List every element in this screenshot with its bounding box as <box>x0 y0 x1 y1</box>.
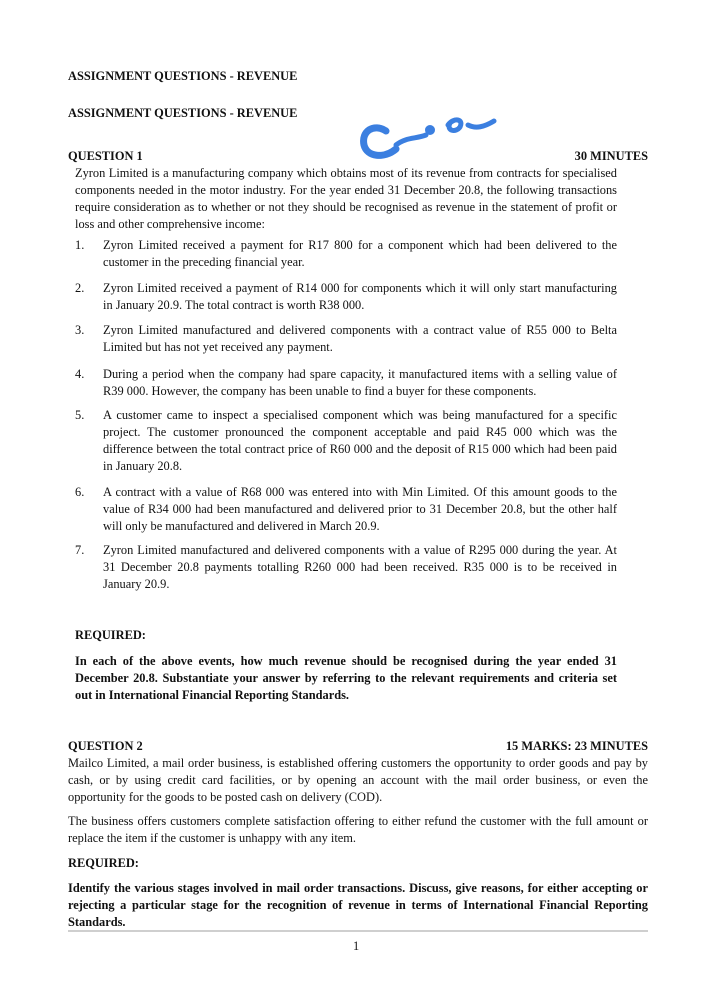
question-1-required-text: In each of the above events, how much revenue should be recognised during the year ended 31 December 20.8. Substantiate your answer by referring to the relevant requirements and criteria set out in International Financial Reporting Standards. <box>75 654 617 702</box>
question-2-required-label: REQUIRED: <box>68 856 139 870</box>
question-2-marks: 15 MARKS: 23 MINUTES <box>505 739 648 753</box>
question-2-title: QUESTION 2 <box>68 739 143 753</box>
list-item-number: 2. <box>75 281 85 295</box>
question-1-heading <box>68 148 648 165</box>
list-item-number: 7. <box>75 543 85 557</box>
list-item-text: Zyron Limited received a payment for R17 800 for a component which had been delivered to the customer in the preceding financial year. <box>103 238 617 269</box>
document-header-repeat: ASSIGNMENT QUESTIONS - REVENUE <box>68 106 298 120</box>
list-item-number: 4. <box>75 367 85 381</box>
question-2-paragraph-1: Mailco Limited, a mail order business, is established offering customers the opportunity to order goods and pay by cash, or by using credit card facilities, or by opening an account with the mail order business, or even the opportunity for the goods to be posted cash on delivery (COD). <box>68 756 648 804</box>
list-item-text: Zyron Limited manufactured and delivered components with a contract value of R55 000 to Belta Limited but has not yet received any payment. <box>103 323 617 354</box>
question-2-heading <box>68 738 648 755</box>
question-1-title: QUESTION 1 <box>68 149 143 163</box>
question-1-intro: Zyron Limited is a manufacturing company which obtains most of its revenue from contracts for specialised components needed in the motor industry. For the year ended 31 December 20.8, the following transactions require consideration as to whether or not they should be recognised as revenue in the statement of profit or loss and other comprehensive income: <box>75 166 617 231</box>
list-item-text: Zyron Limited received a payment of R14 000 for components which it will only start manufacturing in January 20.9. The total contract is worth R38 000. <box>103 281 617 312</box>
document-header: ASSIGNMENT QUESTIONS - REVENUE <box>68 69 298 83</box>
list-item-number: 6. <box>75 485 85 499</box>
list-item-number: 5. <box>75 408 85 422</box>
question-2-required-text: Identify the various stages involved in mail order transactions. Discuss, give reasons, for either accepting or rejecting a particular stage for the recognition of revenue in terms of International Financial Reporting Standards. <box>68 881 648 929</box>
footer-divider <box>68 930 648 932</box>
list-item-text: A customer came to inspect a specialised component which was being manufactured for a specific project. The customer pronounced the component acceptable and paid R45 000 which was the difference between the total contract price of R60 000 and the deposit of R15 000 which had been paid in January 20.8. <box>103 408 617 473</box>
question-1-time: 30 MINUTES <box>574 149 648 163</box>
list-item-text: A contract with a value of R68 000 was entered into with Min Limited. Of this amount goods to the value of R34 000 had been manufactured and delivered prior to 31 December 20.8, but the other half will only be manufactured and delivered in March 20.9. <box>103 485 617 533</box>
question-2-paragraph-2: The business offers customers complete satisfaction offering to either refund the customer with the full amount or replace the item if the customer is unhappy with any item. <box>68 814 648 845</box>
list-item-text: During a period when the company had spare capacity, it manufactured items with a selling value of R39 000. However, the company has been unable to find a buyer for these components. <box>103 367 617 398</box>
list-item-number: 1. <box>75 238 85 252</box>
list-item-text: Zyron Limited manufactured and delivered components with a value of R295 000 during the year. At 31 December 20.8 payments totalling R260 000 had been received. R35 000 is to be received in January 20.9. <box>103 543 617 591</box>
list-item-number: 3. <box>75 323 85 337</box>
question-1-required-label: REQUIRED: <box>75 628 146 642</box>
page-number: 1 <box>353 939 360 953</box>
